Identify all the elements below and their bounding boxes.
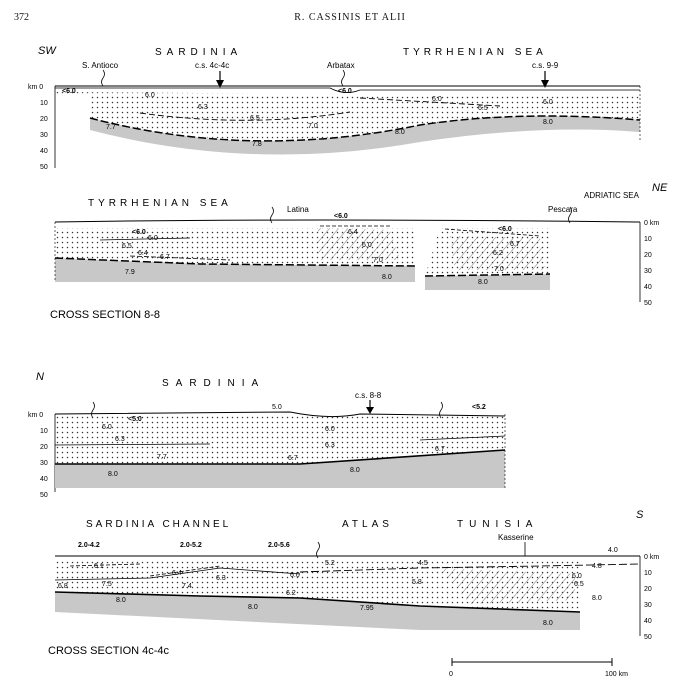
place-label: Arbatax (327, 61, 355, 70)
region-label: ATLAS (342, 519, 393, 530)
velocity-label: 7.0 (373, 257, 383, 264)
velocity-label: 6.3 (325, 442, 335, 449)
depth-tick: 20 (40, 116, 48, 123)
depth-tick: 30 (644, 268, 652, 275)
velocity-label: 4.8 (592, 563, 602, 570)
velocity-label: 7.0 (494, 266, 504, 273)
velocity-label: <6.0 (338, 88, 352, 95)
scale-bar (449, 658, 628, 678)
velocity-label: <6.0 (132, 229, 146, 236)
velocity-label: 7.7 (157, 454, 167, 461)
depth-tick: km 0 (28, 412, 44, 419)
velocity-label: <6.0 (498, 226, 512, 233)
velocity-label: 6.8 (58, 583, 68, 590)
velocity-label: 6.0 (102, 424, 112, 431)
orientation-n: N (36, 371, 44, 383)
depth-tick: 40 (644, 618, 652, 625)
depth-tick: 50 (644, 634, 652, 641)
depth-tick: 20 (644, 252, 652, 259)
velocity-label: 6.1 (94, 563, 104, 570)
velocity-label: 7.9 (125, 269, 135, 276)
velocity-label: <5.2 (472, 404, 486, 411)
depth-tick: 0 km (644, 554, 660, 561)
velocity-label: 5.0 (272, 404, 282, 411)
depth-tick: 10 (644, 236, 652, 243)
velocity-label: 7.7 (106, 124, 116, 131)
velocity-label: 8.0 (543, 620, 553, 627)
velocity-range-label: 2.0-4.2 (78, 542, 100, 549)
depth-tick: 30 (40, 132, 48, 139)
section-title: CROSS SECTION 4c-4c (48, 645, 170, 657)
velocity-label: <5.0 (128, 416, 142, 423)
section-4c-4c (48, 509, 659, 657)
orientation-ne: NE (652, 182, 668, 194)
depth-tick: 50 (644, 300, 652, 307)
velocity-label: 6.0 (572, 573, 582, 580)
cross-ref-label: c.s. 9-9 (532, 61, 559, 70)
velocity-label: 7.4 (182, 583, 192, 590)
region-label: ADRIATIC SEA (584, 191, 639, 200)
depth-tick: 0 km (644, 220, 660, 227)
velocity-label: 6.7 (435, 446, 445, 453)
velocity-label: 6.0 (362, 242, 372, 249)
orientation-s: S (636, 509, 644, 521)
velocity-label: 6.2 (493, 250, 503, 257)
region-label: SARDINIA CHANNEL (86, 519, 232, 530)
velocity-label: 6.0 (148, 235, 158, 242)
velocity-label: 8.0 (395, 129, 405, 136)
velocity-label: 8.0 (116, 597, 126, 604)
depth-tick: 50 (40, 492, 48, 499)
depth-tick: 10 (40, 428, 48, 435)
velocity-label: 7.95 (360, 605, 374, 612)
velocity-label: 8.0 (350, 467, 360, 474)
running-title: R. CASSINIS ET ALII (294, 12, 406, 23)
velocity-label: 7.0 (308, 123, 318, 130)
velocity-label: 6.2 (286, 590, 296, 597)
velocity-label: 6.0 (543, 99, 553, 106)
velocity-label: 8.0 (543, 119, 553, 126)
velocity-label: <6.0 (62, 88, 76, 95)
depth-tick: 10 (40, 100, 48, 107)
region-label: SARDINIA (162, 378, 266, 389)
section-title: CROSS SECTION 8-8 (50, 309, 161, 321)
place-label: Latina (287, 205, 309, 214)
velocity-label: 6.3 (216, 575, 226, 582)
region-label: SARDINIA (155, 47, 243, 58)
velocity-label: 6.7 (288, 455, 298, 462)
velocity-label: 6.0 (432, 96, 442, 103)
velocity-label: 8.0 (248, 604, 258, 611)
region-label: TUNISIA (457, 519, 539, 530)
velocity-label: 6.7 (510, 241, 520, 248)
page-number: 372 (14, 12, 29, 23)
section-8-8 (50, 182, 668, 321)
velocity-label: 6.0 (290, 572, 300, 579)
velocity-label: 6.7 (160, 254, 170, 261)
velocity-label: 8.0 (382, 274, 392, 281)
depth-tick: 20 (40, 444, 48, 451)
region-label: TYRRHENIAN SEA (403, 47, 547, 58)
depth-tick: 10 (644, 570, 652, 577)
cross-ref-label: c.s. 4c-4c (195, 61, 230, 70)
velocity-label: 8.0 (108, 471, 118, 478)
depth-tick: 20 (644, 586, 652, 593)
velocity-label: 6.5 (478, 105, 488, 112)
velocity-label: 6.4 (348, 229, 358, 236)
place-label: S. Antioco (82, 61, 119, 70)
depth-tick: 40 (40, 476, 48, 483)
velocity-label: 6.4 (172, 570, 182, 577)
velocity-label: 4.5 (418, 560, 428, 567)
region-label: TYRRHENIAN SEA (88, 198, 232, 209)
velocity-label: 6.5 (250, 115, 260, 122)
velocity-label: 5.8 (412, 579, 422, 586)
orientation-sw: SW (38, 45, 56, 57)
velocity-label: 7.5 (102, 581, 112, 588)
depth-tick: 40 (40, 148, 48, 155)
velocity-label: 4.0 (608, 547, 618, 554)
velocity-range-label: 2.0-5.2 (180, 542, 202, 549)
velocity-label: 6.5 (122, 243, 132, 250)
velocity-label: 6.0 (325, 426, 335, 433)
velocity-label: 6.3 (115, 436, 125, 443)
velocity-label: 8.0 (592, 595, 602, 602)
depth-tick: 40 (644, 284, 652, 291)
depth-tick: 50 (40, 164, 48, 171)
place-label: Kasserine (498, 533, 534, 542)
section-9-9 (28, 45, 640, 171)
velocity-label: 6.3 (198, 104, 208, 111)
depth-tick: 30 (40, 460, 48, 467)
section-north (28, 371, 505, 499)
scale-end: 100 km (605, 671, 628, 678)
depth-tick: km 0 (28, 84, 44, 91)
velocity-label: <6.0 (334, 213, 348, 220)
depth-tick: 30 (644, 602, 652, 609)
velocity-label: 5.2 (325, 560, 335, 567)
place-label: Pescara (548, 205, 578, 214)
cross-ref-label: c.s. 8-8 (355, 391, 382, 400)
velocity-label: 8.0 (478, 279, 488, 286)
scale-start: 0 (449, 671, 453, 678)
velocity-label: 7.8 (252, 141, 262, 148)
velocity-label: 6.0 (145, 92, 155, 99)
velocity-label: 6.5 (574, 581, 584, 588)
velocity-range-label: 2.0-5.6 (268, 542, 290, 549)
velocity-label: 6.4 (138, 250, 148, 257)
